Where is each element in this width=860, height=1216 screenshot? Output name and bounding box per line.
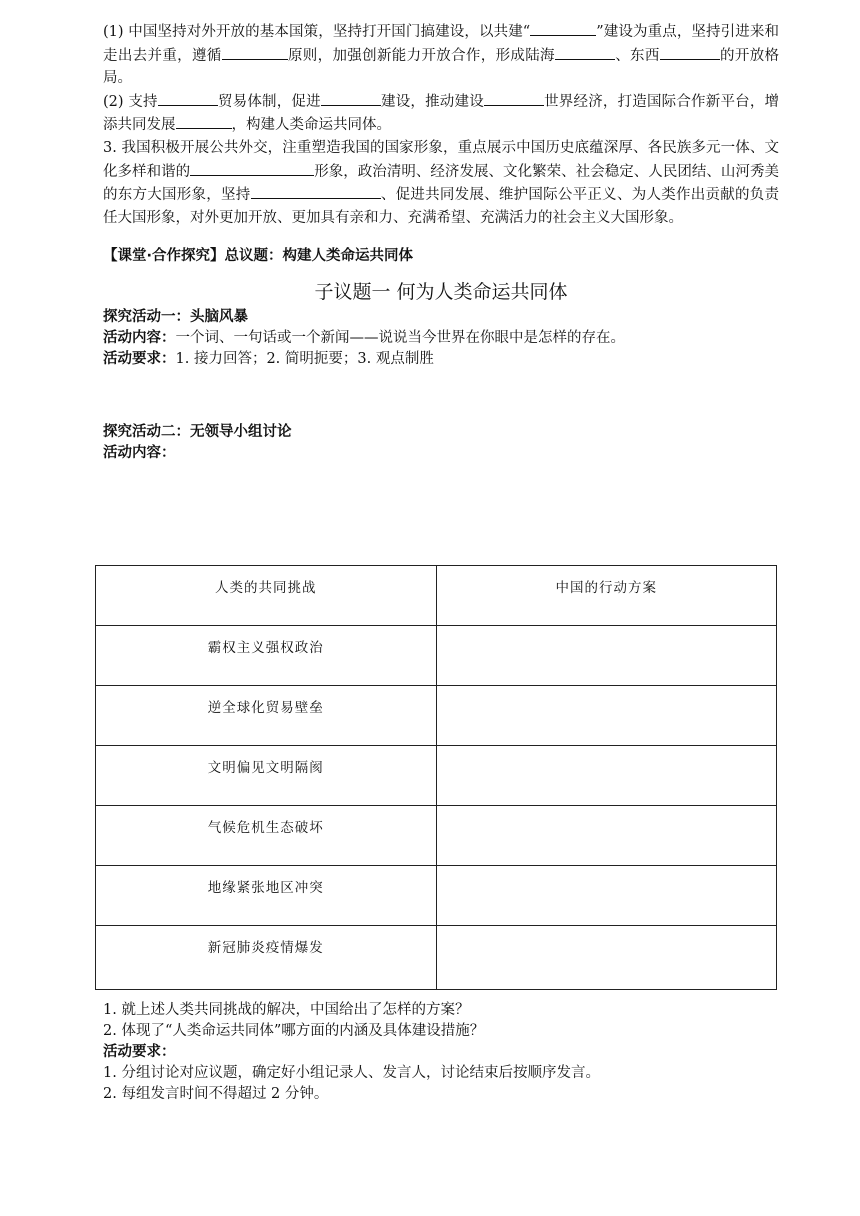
answer-cell[interactable] <box>436 806 777 866</box>
question-2: 2. 体现了“人类命运共同体”哪方面的内涵及具体建设措施？ <box>103 1023 485 1039</box>
table-header: 中国的行动方案 <box>436 566 777 626</box>
table-row <box>96 866 777 926</box>
answer-blank[interactable] <box>176 113 232 129</box>
requirement-1: 1. 分组讨论对应议题，确定好小组记录人、发言人，讨论结束后按顺序发言。 <box>103 1065 600 1081</box>
answer-blank[interactable] <box>555 44 615 60</box>
answer-blank[interactable] <box>321 90 381 106</box>
fill-blank-paragraph-2: (2) 支持 贸易体制，促进 建设，推动建设 世界经济，打造国际合作新平台，增添共同发展 ，构建人类命运共同体。 <box>103 90 779 137</box>
question-1: 1. 就上述人类共同挑战的解决，中国给出了怎样的方案？ <box>103 1002 470 1018</box>
answer-blank[interactable] <box>660 44 720 60</box>
table-row <box>96 746 777 806</box>
fill-blank-paragraph-1: (1) 中国坚持对外开放的基本国策，坚持打开国门搞建设，以共建“ ”建设为重点，坚持引进来和走出去并重，遵循 原则，加强创新能力开放合作，形成陆海 、东西 的开放格局。 <box>103 20 779 90</box>
answer-blank[interactable] <box>530 20 596 36</box>
answer-blank[interactable] <box>251 183 381 199</box>
classroom-heading: 【课堂·合作探究】总议题：构建人类命运共同体 <box>103 248 414 265</box>
table-row <box>96 926 777 990</box>
challenge-cell: 文明偏见文明隔阂 <box>96 746 437 806</box>
subtopic-title: 子议题一 何为人类命运共同体 <box>314 281 568 304</box>
challenge-cell: 新冠肺炎疫情爆发 <box>96 926 437 990</box>
challenge-cell: 气候危机生态破坏 <box>96 806 437 866</box>
answer-cell[interactable] <box>436 686 777 746</box>
activity2-content-label: 活动内容： <box>103 445 176 462</box>
answer-blank[interactable] <box>222 44 288 60</box>
answer-cell[interactable] <box>436 866 777 926</box>
requirements-label: 活动要求： <box>103 1044 176 1060</box>
questions-block <box>103 1000 779 1105</box>
table-row <box>96 806 777 866</box>
challenge-cell: 逆全球化贸易壁垒 <box>96 686 437 746</box>
activity1-title: 探究活动一：头脑风暴 <box>103 309 248 326</box>
fill-blank-paragraph-3: 3. 我国积极开展公共外交，注重塑造我国的国家形象，重点展示中国历史底蕴深厚、各民族多元一体、文化多样和谐的 形象，政治清明、经济发展、文化繁荣、社会稳定、人民团结、山河秀美的东方大国形象，坚持 、促进共同发展、维护国际公平正义、为人类作出贡献的负责任大国形象，对外更加开放、更加具有亲和力、充满希望、充满活力的社会主义大国形象。 <box>103 139 780 226</box>
answer-blank[interactable] <box>158 90 218 106</box>
answer-blank[interactable] <box>190 160 314 176</box>
activity1-content: 活动内容：一个词、一句话或一个新闻——说说当今世界在你眼中是怎样的存在。 <box>103 330 625 347</box>
answer-cell[interactable] <box>436 626 777 686</box>
challenges-table <box>95 565 777 990</box>
answer-cell[interactable] <box>436 926 777 990</box>
answer-blank[interactable] <box>484 90 544 106</box>
answer-cell[interactable] <box>436 746 777 806</box>
table-header-row <box>96 566 777 626</box>
activity1-requirements: 活动要求：1. 接力回答；2. 简明扼要；3. 观点制胜 <box>103 351 434 368</box>
table-row <box>96 686 777 746</box>
activity2-title: 探究活动二：无领导小组讨论 <box>103 424 292 441</box>
document-page <box>103 20 779 464</box>
requirement-2: 2. 每组发言时间不得超过 2 分钟。 <box>103 1086 329 1102</box>
table-row <box>96 626 777 686</box>
challenge-cell: 地缘紧张地区冲突 <box>96 866 437 926</box>
challenge-cell: 霸权主义强权政治 <box>96 626 437 686</box>
table-header: 人类的共同挑战 <box>96 566 437 626</box>
